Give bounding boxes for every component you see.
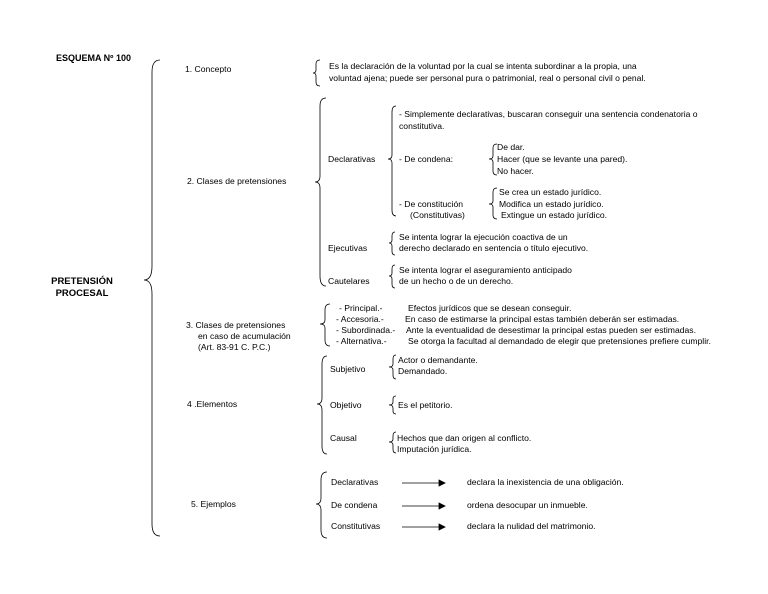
subjetivo-label: Subjetivo [330, 364, 366, 374]
constitucion-label: - De constitución [399, 199, 464, 209]
ejemplos-brace [316, 472, 327, 538]
constitucion-item: Se crea un estado jurídico. [499, 187, 602, 197]
acumulacion-item-text: Ante la eventualidad de desestimar la principal estas pueden ser estimadas. [406, 325, 696, 335]
acumulacion-item-name: - Alternativa.- [336, 336, 387, 346]
arrow-condena-head [439, 503, 445, 509]
arrow-constitutivas-head [439, 524, 445, 530]
ejemplo-text: declara la nulidad del matrimonio. [467, 521, 596, 531]
acumulacion-label-line3: (Art. 83-91 C. P.C.) [198, 342, 271, 352]
condena-item: Hacer (que se levante una pared). [497, 154, 628, 164]
ejemplo-name: Declarativas [331, 477, 379, 487]
acumulacion-label-line2: en caso de acumulación [198, 331, 291, 341]
declarativas-label: Declarativas [328, 154, 376, 164]
concepto-text-line1: Es la declaración de la voluntad por la cual se intenta subordinar a la propia, una [329, 61, 637, 71]
subjetivo-brace [389, 355, 396, 379]
concepto-label: 1. Concepto [185, 64, 232, 74]
acumulacion-item-name: - Subordinada.- [336, 325, 396, 335]
causal-label: Causal [330, 433, 357, 443]
elementos-label: 4 .Elementos [187, 399, 238, 409]
clases-label: 2. Clases de pretensiones [187, 176, 287, 186]
elementos-brace [317, 356, 327, 454]
arrow-declarativas-head [439, 480, 445, 486]
cautelares-text-line2: de un hecho o de un derecho. [399, 276, 514, 286]
condena-item: No hacer. [497, 166, 534, 176]
acumulacion-item-text: Efectos jurídicos que se desean conseguir. [408, 303, 572, 313]
objetivo-brace [389, 396, 396, 414]
simple-declarativas-line2: constitutiva. [399, 121, 445, 131]
clases-brace [315, 98, 326, 286]
cautelares-text-line1: Se intenta lograr el aseguramiento anticipado [399, 265, 572, 275]
cautelares-brace [389, 265, 395, 288]
declarativas-brace [388, 106, 396, 216]
root-concept-line1: PRETENSIÓN [51, 276, 113, 287]
concepto-brace [313, 60, 320, 86]
acumulacion-label-line1: 3. Clases de pretensiones [186, 320, 286, 330]
constitucion-brace [489, 188, 497, 219]
root-concept-line2: PROCESAL [55, 288, 109, 299]
acumulacion-item-name: - Principal.- [339, 303, 383, 313]
ejemplo-name: Constitutivas [331, 521, 381, 531]
ejemplo-text: declara la inexistencia de una obligación. [467, 477, 624, 487]
ejecutivas-label: Ejecutivas [328, 243, 368, 253]
acumulacion-item-text: Se otorga la facultad al demandado de elegir que pretensiones prefiere cumplir. [408, 336, 711, 346]
constitucion-item: Modifica un estado jurídico. [499, 199, 604, 209]
main-brace [144, 60, 160, 536]
scheme-title: ESQUEMA Nº 100 [56, 53, 131, 63]
objetivo-label: Objetivo [330, 400, 362, 410]
ejemplos-label: 5. Ejemplos [191, 499, 236, 509]
causal-item: Imputación jurídica. [397, 444, 472, 454]
ejemplo-name: De condena [331, 500, 378, 510]
acumulacion-brace [320, 304, 330, 346]
acumulacion-item-name: - Accesoria.- [336, 314, 384, 324]
subjetivo-item: Demandado. [398, 366, 448, 376]
simple-declarativas-line1: - Simplemente declarativas, buscaran conseguir una sentencia condenatoria o [399, 109, 698, 119]
concepto-text-line2: voluntad ajena; puede ser personal pura o patrimonial, real o personal civil o penal. [329, 73, 646, 83]
constitutivas-label: (Constitutivas) [410, 210, 465, 220]
ejecutivas-text-line2: derecho declarado en sentencia o título ejecutivo. [399, 243, 589, 253]
causal-item: Hechos que dan origen al conflicto. [397, 433, 532, 443]
ejecutivas-text-line1: Se intenta lograr la ejecución coactiva de un [399, 232, 568, 242]
objetivo-text: Es el petitorio. [398, 400, 453, 410]
subjetivo-item: Actor o demandante. [398, 355, 478, 365]
cautelares-label: Cautelares [328, 276, 370, 286]
condena-item: De dar. [497, 142, 525, 152]
constitucion-item: Extingue un estado jurídico. [501, 210, 608, 220]
ejecutivas-brace [389, 232, 395, 255]
acumulacion-item-text: En caso de estimarse la principal estas también deberán ser estimadas. [405, 314, 680, 324]
ejemplo-text: ordena desocupar un inmueble. [467, 500, 588, 510]
condena-brace [489, 144, 497, 175]
condena-label: - De condena: [399, 154, 453, 164]
causal-brace [389, 432, 396, 453]
